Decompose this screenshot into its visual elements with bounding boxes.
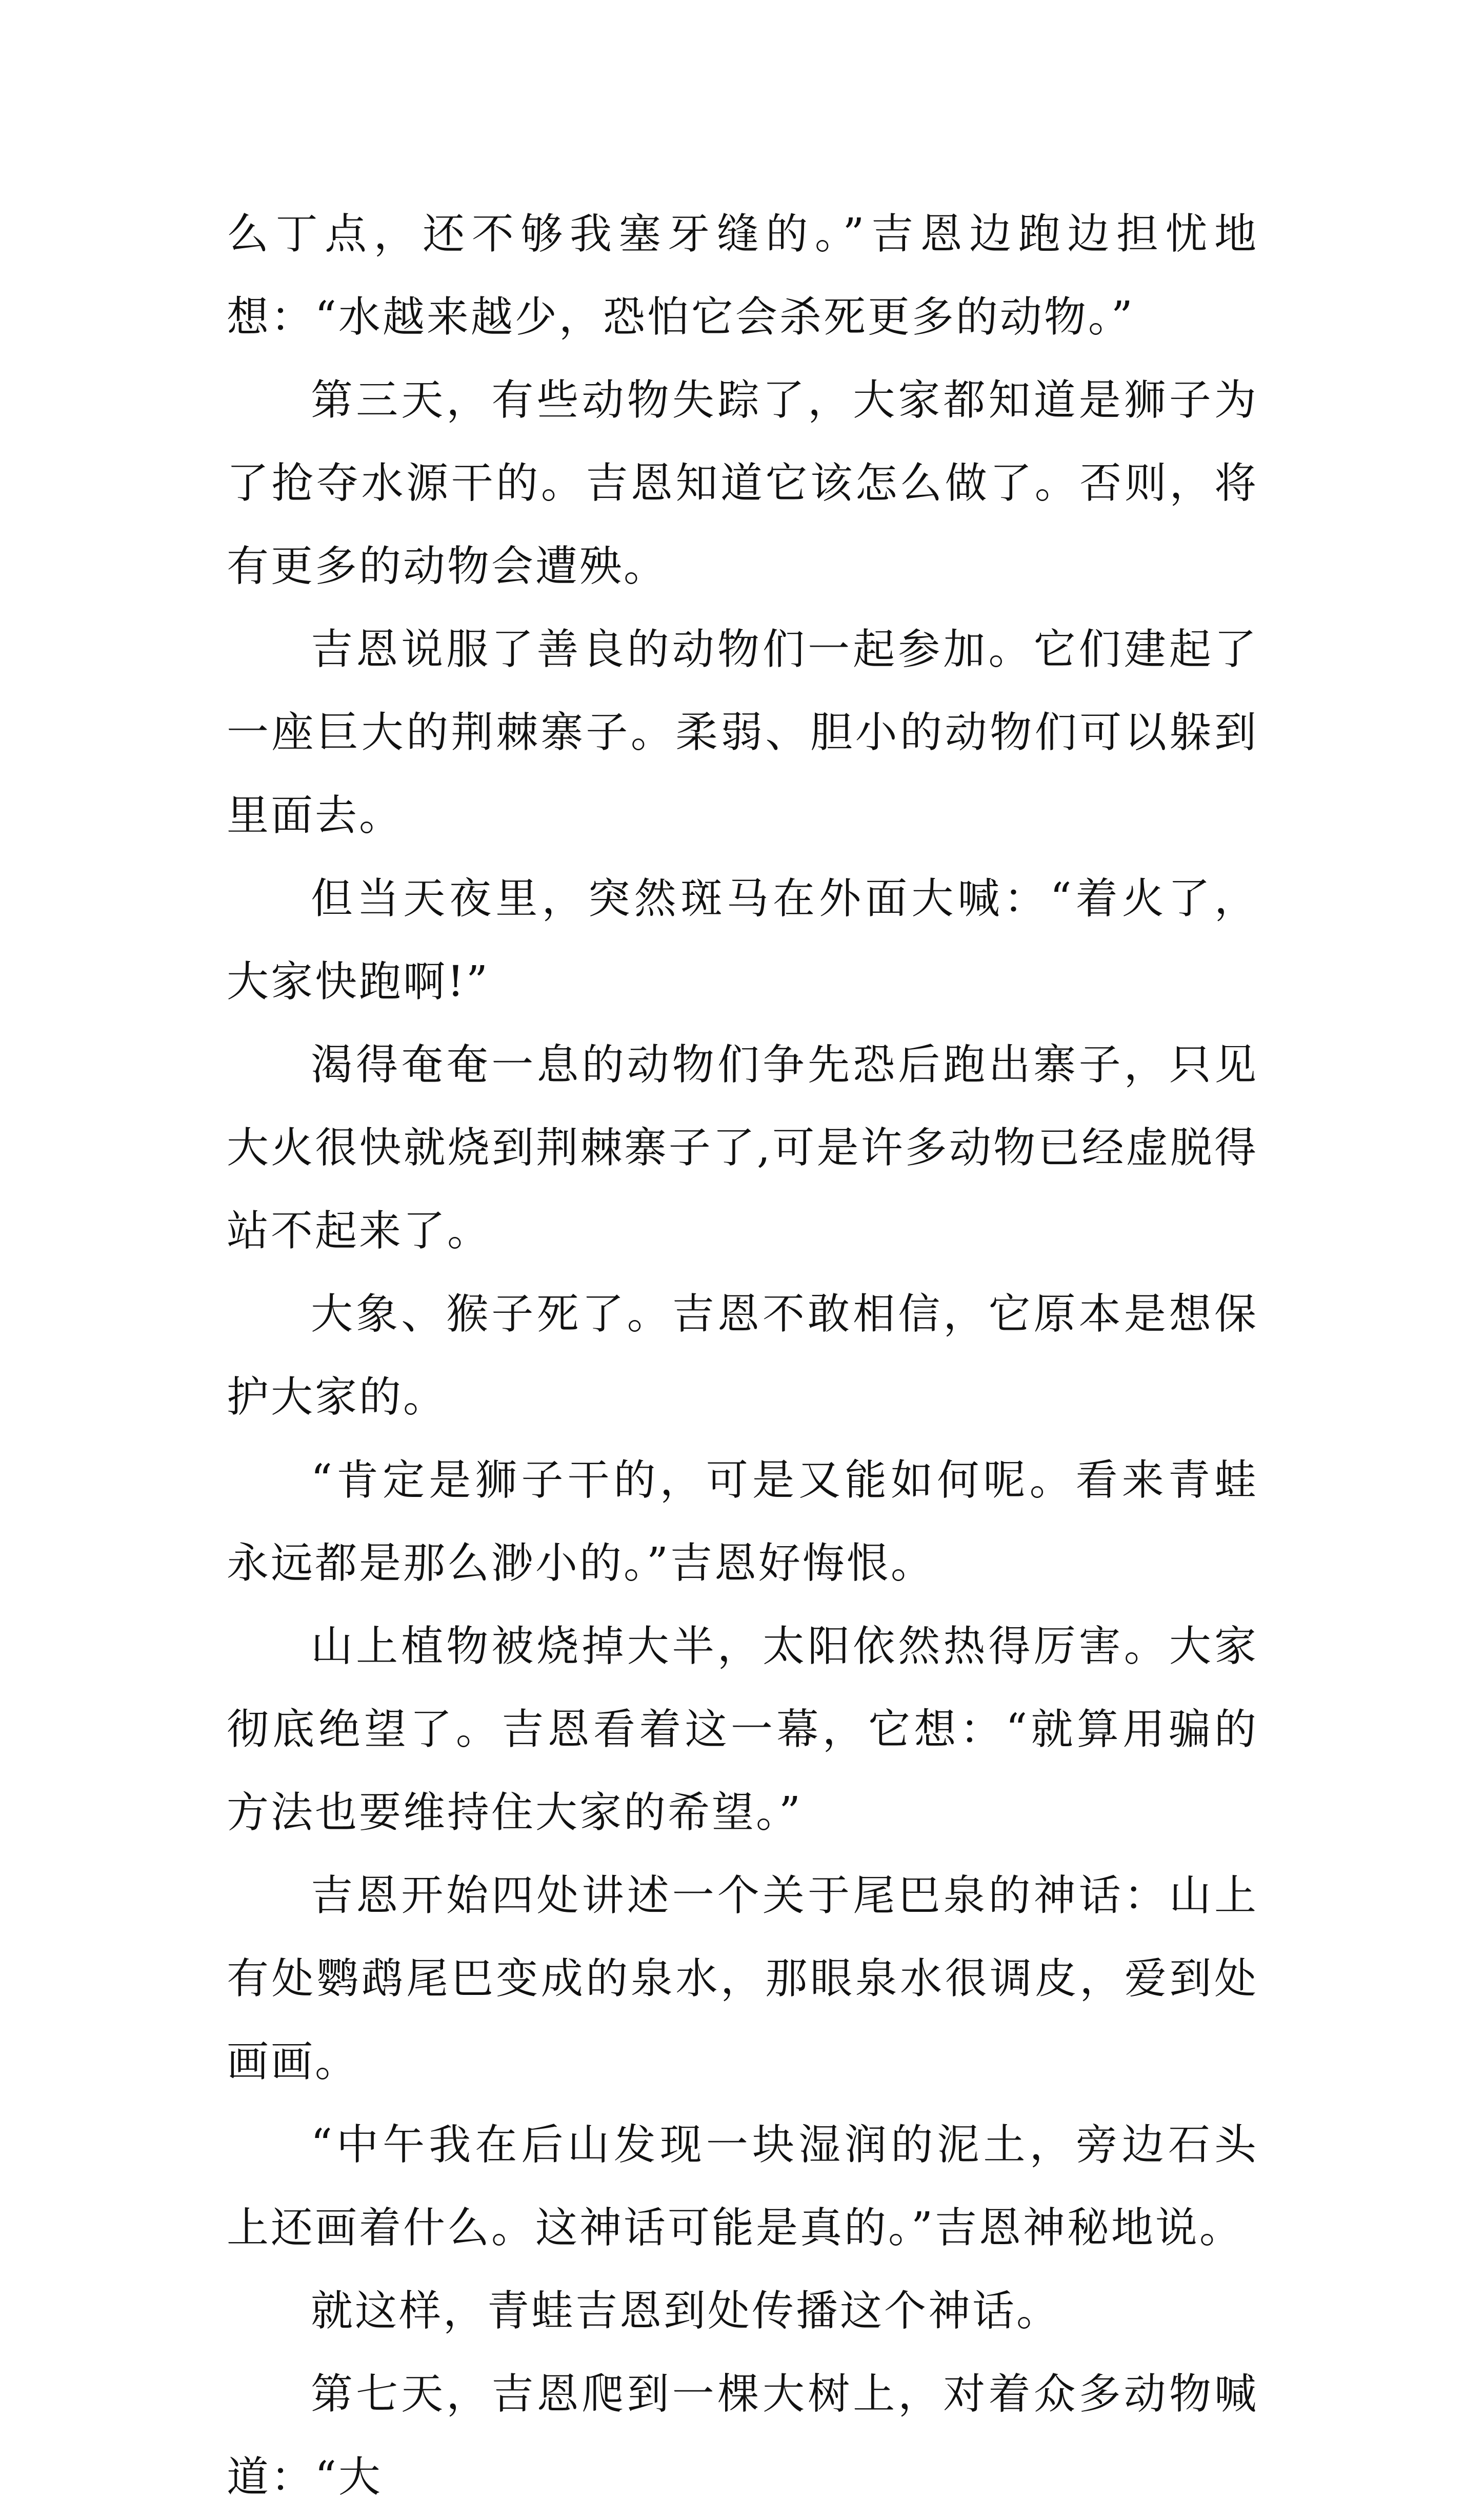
paragraph: 渴得奄奄一息的动物们争先恐后跑出寨子，只见大火很快就烧到荆棘寨子了,可是许多动物已经虚脱得站不起来了。 [227,1041,1258,1255]
paragraph: 吉恩说服了善良的动物们一起参加。它们建起了一座巨大的荆棘寨子。柔弱、胆小的动物们可以躲到里面去。 [227,625,1258,840]
paragraph: 第七天，吉恩爬到一棵大树上，对着众多动物喊道：“大 [227,2370,1258,2502]
paragraph: 么丁点，还不够我塞牙缝的。”吉恩边跑边担忧地想：“水越来越少，恐怕它会杀死更多的动物。” [227,210,1258,342]
paragraph: 就这样，青蛙吉恩到处传播这个神话。 [311,2287,1061,2335]
story-text [227,193,1258,2519]
paragraph: 但当天夜里，突然斑马在外面大喊：“着火了，大家快跑啊!” [227,874,1258,1006]
paragraph: 第三天，有些动物失踪了，大家都知道是狮子为了抢夺水源干的。吉恩知道它该怎么做了。否则，将有更多的动物会遭殃。 [227,376,1258,591]
paragraph: “肯定是狮子干的，可是又能如何呢。看来青蛙永远都是那么渺小的。”吉恩好悔恨。 [227,1456,1258,1588]
paragraph: 吉恩开始四处讲述一个关于尾巴泉的神话：山上有处鹦鹉尾巴变成的泉水，那眼泉水很调皮，爱到处画画。 [227,1871,1258,2086]
paragraph: 山上植物被烧掉大半，太阳依然热得厉害。大家彻底绝望了。吉恩看着这一幕，它想：“就算用骗的方法也要维持住大家的希望。” [227,1622,1258,1837]
paragraph: 大象、猴子死了。吉恩不敢相信，它原本是想保护大家的。 [227,1290,1258,1422]
paragraph: “中午我在后山发现一块湿润的泥土，旁边石头上还画着什么。这神话可能是真的。”吉恩神秘地说。 [227,2121,1258,2252]
